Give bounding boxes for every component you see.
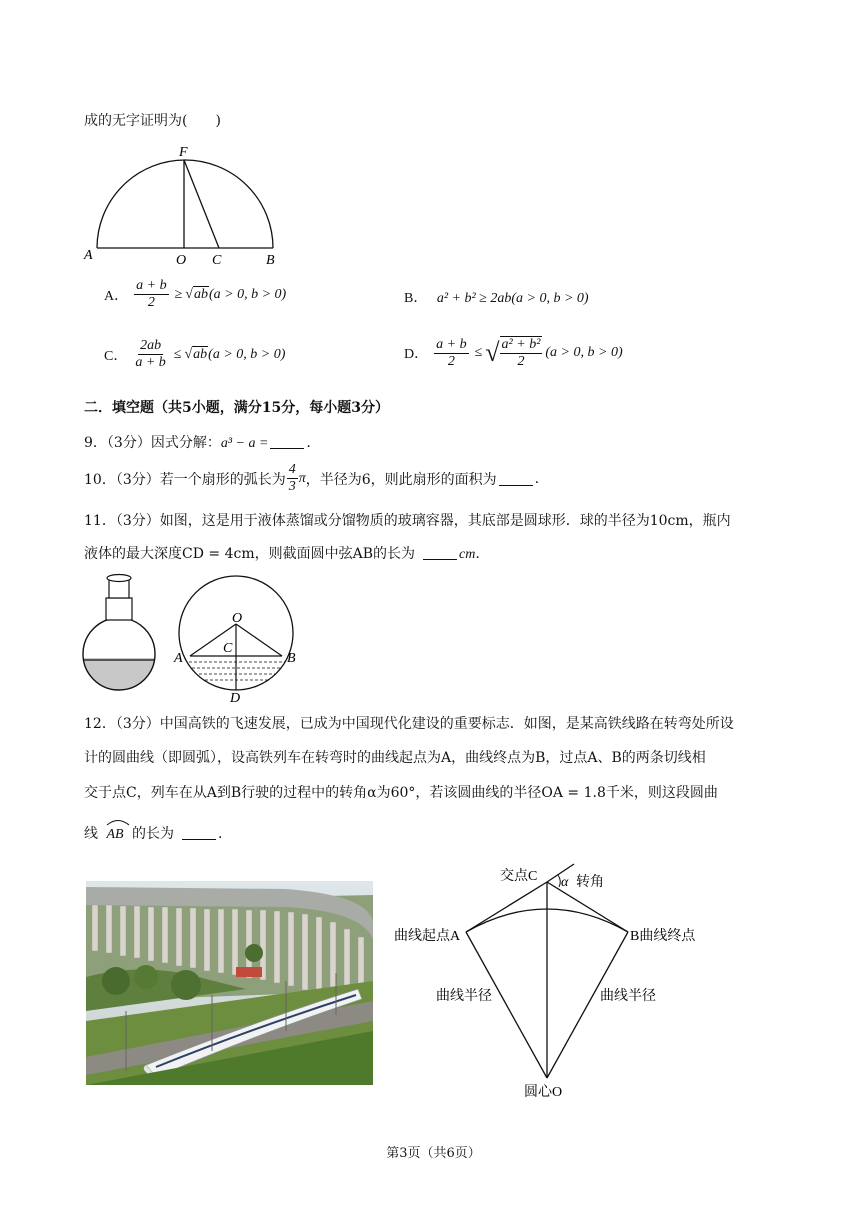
semicircle-figure bbox=[80, 140, 295, 270]
label-radius-left: 曲线半径 bbox=[436, 989, 492, 1004]
question-11-line2: 液体的最大深度CD = 4cm，则截面圆中弦AB的长为 cm. bbox=[84, 546, 480, 562]
circle-section-figure bbox=[170, 572, 302, 704]
label-B: B bbox=[266, 253, 275, 268]
option-c[interactable]: C． $\frac{2ab}{a + b}$ ≤ √ ab (a > 0, b > 0) bbox=[104, 338, 286, 371]
answer-blank-12[interactable] bbox=[182, 825, 216, 840]
label-C: C bbox=[212, 253, 222, 268]
label-alpha: α bbox=[561, 875, 569, 890]
question-12-line3: 交于点C，列车在从A到B行驶的过程中的转角α为60°，若该圆曲线的半径OA = 1.8千米，则这段圆曲 bbox=[84, 785, 718, 801]
answer-blank-9[interactable] bbox=[270, 434, 304, 449]
flask-figure bbox=[78, 572, 160, 694]
label-A: A bbox=[84, 248, 93, 263]
question-11-line1: 11．（3分）如图，这是用于液体蒸馏或分馏物质的玻璃容器，其底部是圆球形．球的半径为10cm，瓶内 bbox=[84, 513, 731, 529]
question-12-line1: 12．（3分）中国高铁的飞速发展，已成为中国现代化建设的重要标志．如图，是某高铁线路在转弯处所设 bbox=[84, 716, 734, 732]
answer-blank-10[interactable] bbox=[499, 471, 533, 486]
answer-blank-11[interactable] bbox=[423, 545, 457, 560]
label-O: O bbox=[232, 611, 243, 626]
label-F: F bbox=[179, 145, 188, 160]
page-footer: 第3页（共6页） bbox=[386, 1146, 481, 1161]
label-radius-right: 曲线半径 bbox=[600, 989, 656, 1004]
option-a[interactable]: A． $\frac{a + b}{2}$ ≥ √ ab (a > 0, b > 0) bbox=[104, 278, 287, 311]
label-start-point-a: 曲线起点A bbox=[394, 929, 461, 944]
question-8-tail: 成的无字证明为( ) bbox=[84, 113, 221, 129]
option-d[interactable]: D． $\frac{a + b}{2}$ ≤ √ $\frac{\text{a² + b²}}{2}$ (a > 0, b > 0) bbox=[404, 336, 623, 370]
high-speed-train-photo bbox=[86, 881, 373, 1085]
label-center-o: 圆心O bbox=[524, 1085, 563, 1100]
question-12-line4: 线 AB 的长为 . bbox=[84, 823, 222, 843]
question-9: 9．（3分）因式分解：a³ − a = . bbox=[84, 435, 311, 451]
curve-diagram bbox=[390, 862, 710, 1102]
label-O: O bbox=[176, 253, 187, 268]
label-turn-angle: 转角 bbox=[576, 875, 604, 890]
label-end-point-b: B曲线终点 bbox=[630, 929, 696, 944]
label-C: C bbox=[223, 641, 233, 656]
option-b[interactable]: B． a² + b² ≥ 2ab(a > 0, b > 0) bbox=[404, 291, 589, 306]
label-B: B bbox=[287, 651, 296, 666]
question-10: 10．（3分）若一个扇形的弧长为 $\frac{4}{3}$ π ，半径为6，则此扇形的面积为 . bbox=[84, 462, 540, 495]
label-intersection-c: 交点C bbox=[500, 869, 538, 884]
label-A: A bbox=[174, 651, 183, 666]
section-heading: 二．填空题（共5小题，满分15分，每小题3分） bbox=[84, 400, 389, 416]
question-12-line2: 计的圆曲线（即圆弧），设高铁列车在转弯时的曲线起点为A，曲线终点为B，过点A、B的两条切线相 bbox=[84, 750, 706, 766]
label-D: D bbox=[230, 691, 241, 704]
